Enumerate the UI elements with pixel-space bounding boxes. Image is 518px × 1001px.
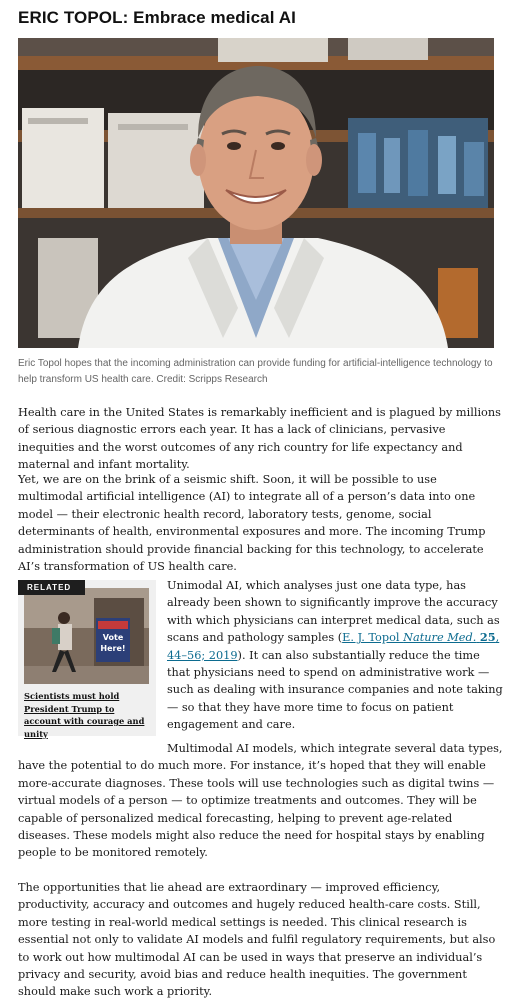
related-article-link[interactable]: Scientists must hold President Trump to account with courage and unity <box>24 691 145 739</box>
related-article-image[interactable] <box>24 588 149 684</box>
paragraph-unimodal <box>167 577 503 734</box>
paragraph-opportunities: The opportunities that lie ahead are extraordinary — improved efficiency, productivity, accuracy and outcomes and hugely reduced health-care costs. Still, more testing in real-world medical settings is needed. This clinical research is essential not only to validate AI models and fulfil regulatory requirements, but also to work out how multimodal AI can be used in ways that preserve an individual’s privacy and security, avoid bias and reduce health inequities. The government should make such work a priority. <box>18 881 496 999</box>
photo-credit: Credit: Scripps Research <box>156 374 268 385</box>
photo-caption <box>18 356 498 388</box>
unimodal-text-before: Unimodal AI, which analyses just one data type, has already been shown to significantly improve the accuracy with which physicians can interpret medical data, such as scans and pathology samples ( <box>167 579 500 645</box>
portrait-photo <box>18 38 494 348</box>
caption-text: Eric Topol hopes that the incoming administration can provide funding for artificial-intelligence technology to help transform US health care. <box>18 358 493 385</box>
reference-journal: Nature Med. <box>403 631 477 645</box>
paragraph-intro: Health care in the United States is remarkably inefficient and is plagued by millions of serious diagnostic errors each year. It has a lack of clinicians, pervasive inequities and the worst outcomes of any rich country for life expectancy and maternal and infant mortality. <box>18 406 501 472</box>
related-article-card[interactable] <box>18 580 156 739</box>
reference-author: E. J. Topol <box>342 631 404 645</box>
unimodal-text-after: ). It can also substantially reduce the time that physicians need to spend on administrative work — such as dealing with insurance companies and note taking — so that they have more time to focus on patient engagement and care. <box>167 648 503 732</box>
article-headline: ERIC TOPOL: Embrace medical AI <box>18 8 296 27</box>
reference-pages: , 44–56; 2019 <box>167 631 500 662</box>
reference-volume: 25 <box>479 630 496 645</box>
paragraph-shift: Yet, we are on the brink of a seismic shift. Soon, it will be possible to use multimodal artificial intelligence (AI) to integrate all of a person’s data into one model — their electronic health record, laboratory tests, genome, social determinants of health, environmental exposures and more. The incoming Trump administration should provide financial backing for this technology, to accelerate AI’s transformation of US health care. <box>18 473 486 574</box>
sign-text-here: Here! <box>100 644 126 653</box>
paragraph-multimodal: Multimodal AI models, which integrate several data types, have the potential to do much more. For instance, it’s hoped that they will enable more-accurate diagnoses. These tools will use technologies such as digital twins — virtual models of a person — to optimize treatments and outcomes. They will be capable of personalized medical forecasting, helping to prevent age-related diseases. These models might also reduce the need for hospital stays by enabling people to be monitored remotely. <box>18 742 503 860</box>
related-tag: RELATED <box>18 580 85 595</box>
sign-text-vote: Vote <box>102 633 124 642</box>
